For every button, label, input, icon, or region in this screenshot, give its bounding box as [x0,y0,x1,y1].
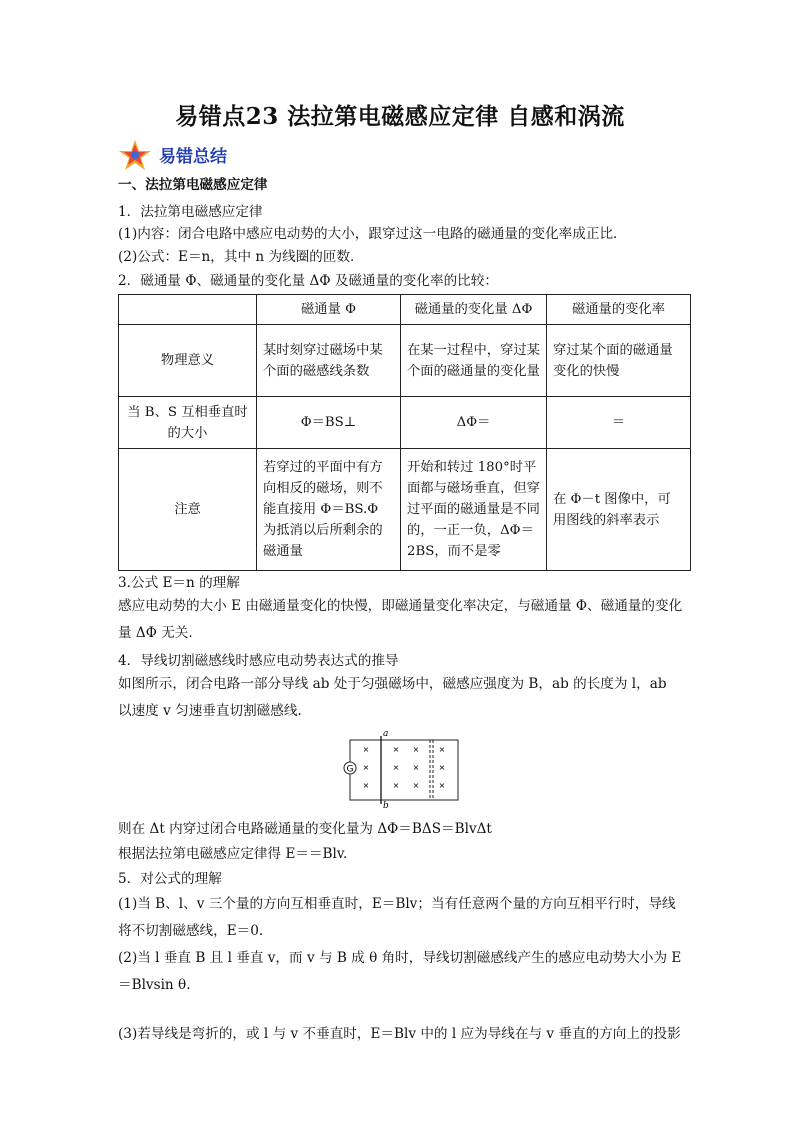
galvanometer-label: G [346,764,354,775]
table-row-label: 注意 [119,449,257,571]
table-cell: ＝ [547,397,691,449]
circuit-figure [338,728,462,808]
content-text: (1)内容：闭合电路中感应电动势的大小，跟穿过这一电路的磁通量的变化率成正比． [118,226,627,242]
item-5-point-1: (1)当 B、l、v 三个量的方向互相垂直时，E＝Blv；当有任意两个量的方向互相平行时，导线将不切割磁感线，E＝0. [118,896,676,939]
table-header-row [119,295,691,325]
label-b: b [383,801,389,808]
field-mark: × [392,745,400,754]
item-2-heading: 2．磁通量 Φ、磁通量的变化量 ΔΦ 及磁通量的变化率的比较： [118,273,498,289]
table-row [119,325,691,397]
field-mark: × [392,781,400,790]
item-4-text: 如图所示，闭合电路一部分导线 ab 处于匀强磁场中，磁感应强度为 B，ab 的长度为 l，ab 以速度 v 匀速垂直切割磁感线. [118,676,667,719]
item-4-heading: 4．导线切割磁感线时感应电动势表达式的推导 [118,653,399,669]
table-cell: Φ＝BS⊥ [257,397,401,449]
section-heading: 一、法拉第电磁感应定律 [118,177,268,193]
item-3-text: 感应电动势的大小 E 由磁通量变化的快慢，即磁通量变化率决定，与磁通量 Φ、磁通量的变化量 ΔΦ 无关. [118,598,683,641]
table-cell: 在 Φ－t 图像中，可用图线的斜率表示 [547,449,691,571]
comparison-table [118,294,691,571]
field-mark: × [438,763,446,772]
star-logo-icon [115,138,155,172]
table-header-cell: 磁通量的变化率 [547,295,691,325]
table-row-label: 物理意义 [119,325,257,397]
section-badge [115,138,375,172]
table-cell: 开始和转过 180°时平面都与磁场垂直，但穿过平面的磁通量是不同的，一正一负，ΔΦ＝2BS，而不是零 [401,449,547,571]
field-mark: × [438,745,446,754]
derivation-line-1: 则在 Δt 内穿过闭合电路磁通量的变化量为 ΔΦ＝BΔS＝BlvΔt [118,821,492,837]
item-5-point-3: (3)若导线是弯折的，或 l 与 v 不垂直时，E＝Blv 中的 l 应为导线在与 v 垂直的方向上的投影 [118,1026,681,1042]
field-mark: × [412,745,420,754]
field-mark: × [392,763,400,772]
table-cell: 在某一过程中，穿过某个面的磁通量的变化量 [401,325,547,397]
table-row-label: 当 B、S 互相垂直时的大小 [119,397,257,449]
item-5-point-2: (2)当 l 垂直 B 且 l 垂直 v，而 v 与 B 成 θ 角时，导线切割磁感线产生的感应电动势大小为 E＝Blvsin θ. [118,950,682,993]
table-header-cell: 磁通量的变化量 ΔΦ [401,295,547,325]
table-cell: 某时刻穿过磁场中某个面的磁感线条数 [257,325,401,397]
table-header-cell: 磁通量 Φ [257,295,401,325]
label-a: a [383,729,389,739]
derivation-line-2: 根据法拉第电磁感应定律得 E＝＝Blv. [118,846,348,862]
field-mark: × [438,781,446,790]
item-1-heading: 1．法拉第电磁感应定律 [118,204,263,220]
field-mark: × [362,781,370,790]
table-cell: 穿过某个面的磁通量变化的快慢 [547,325,691,397]
field-mark: × [412,781,420,790]
field-mark: × [362,745,370,754]
field-mark: × [362,763,370,772]
item-5-heading: 5．对公式的理解 [118,871,222,887]
table-row [119,397,691,449]
item-3-heading: 3.公式 E＝n 的理解 [118,575,240,591]
badge-label: 易错总结 [159,147,227,167]
table-cell: ΔΦ＝ [401,397,547,449]
formula-text: (2)公式：E＝n，其中 n 为线圈的匝数． [118,249,364,265]
table-row [119,449,691,571]
table-header-cell [119,295,257,325]
table-cell: 若穿过的平面中有方向相反的磁场，则不能直接用 Φ＝BS.Φ 为抵消以后所剩余的磁通量 [257,449,401,571]
field-mark: × [412,763,420,772]
page-title: 易错点23 法拉第电磁感应定律 自感和涡流 [175,103,625,130]
